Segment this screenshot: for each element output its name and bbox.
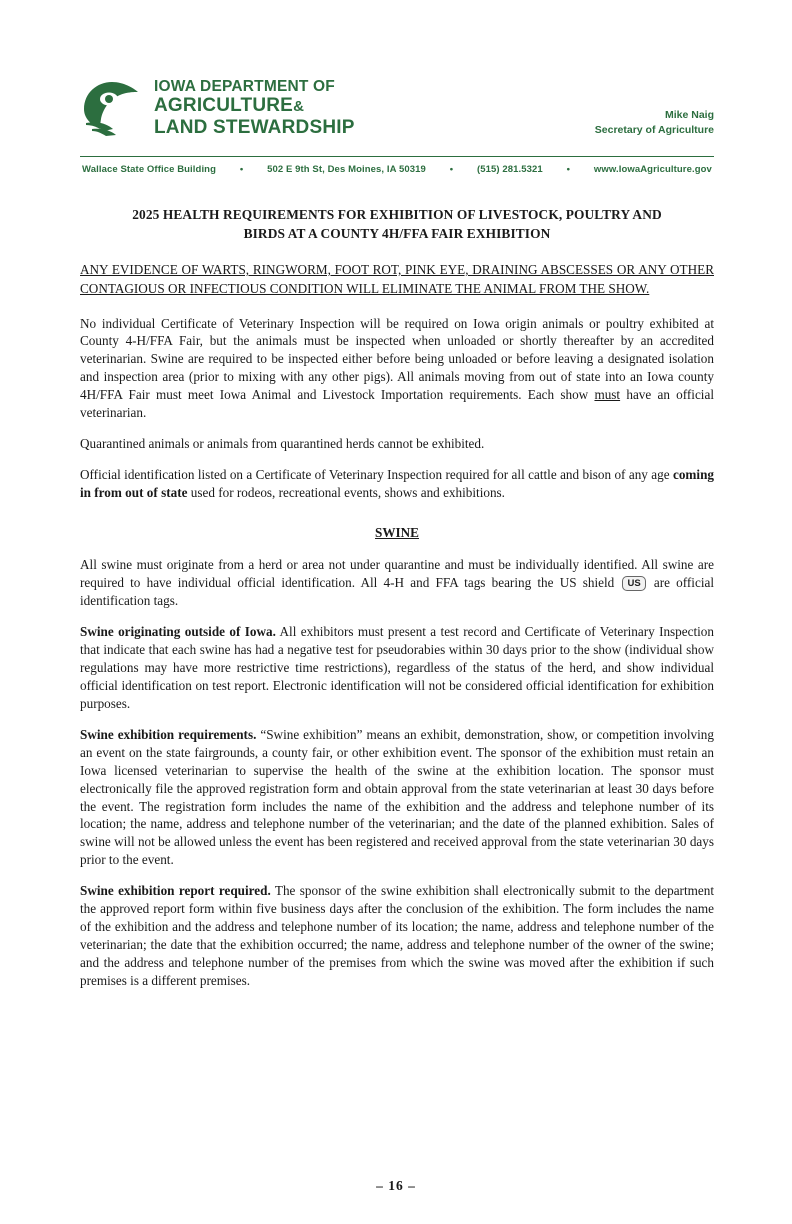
- page-title-line-2: BIRDS AT A COUNTY 4H/FFA FAIR EXHIBITION: [243, 226, 551, 242]
- document-body: [80, 205, 714, 990]
- separator-dot-1: •: [239, 164, 244, 175]
- agency-name-line-2: AGRICULTURE&: [154, 95, 305, 117]
- paragraph-1-part-b: have an official veterinarian.: [80, 387, 714, 421]
- paragraph-1-part-a: No individual Certificate of Veterinary Inspection will be required on Iowa origin animals or poultry exhibited at County 4-H/FFA Fair, but the animals must be inspected when unloaded or shortly thereafter by an accredited veterinarian. Swine are required to be inspected either before being unloaded or before leaving a designated isolation and inspection area (prior to mixing with any other pigs). All animals moving from out of state into an Iowa county 4H/FFA Fair must meet Iowa Animal and Livestock Importation requirements. Each show: [80, 315, 714, 403]
- contact-phone: (515) 281.5321: [476, 164, 543, 175]
- agency-name-line-1: IOWA DEPARTMENT OF: [154, 78, 335, 95]
- contact-street: 502 E 9th St, Des Moines, IA 50319: [267, 164, 426, 175]
- official-name: Mike Naig: [664, 109, 714, 121]
- contact-website[interactable]: www.IowaAgriculture.gov: [593, 164, 712, 175]
- lead-in-swine-exhibition-requirements: Swine exhibition requirements.: [80, 726, 257, 742]
- emphasis-out-of-state: coming in from out of state: [80, 467, 714, 501]
- swine-para-part-a: All swine must originate from a herd or area not under quarantine and must be individually identified. All swine are required to have individual official identification. All 4-H and FFA tags bearing the US shield: [80, 557, 714, 591]
- us-shield-icon: US: [622, 576, 645, 591]
- page-title: [80, 205, 714, 243]
- page-content: [80, 78, 714, 1003]
- swine-outside-iowa-text: All exhibitors must present a test record and Certificate of Veterinary Inspection that indicate that each swine has had a negative test for pseudorabies within 30 days prior to the show (individual show regulations may have more restrictive time restrictions), regardless of the status of the herd, and show individual official identification on test report. Electronic identification will not be considered official identification for exhibition purposes.: [80, 623, 714, 711]
- swine-exhibition-report-text: The sponsor of the swine exhibition shall electronically submit to the department the approved report form within five business days after the conclusion of the exhibition. The form includes the name of the exhibition and the address and telephone number of its location; the name, address and telephone number of the veterinarian; the date that the exhibition occurred; the name, address and telephone number of the owner of the swine; and the address and telephone number of the premises from which the swine was moved after the exhibition if such premises is a different premises.: [80, 883, 714, 989]
- paragraph-certificate-requirements: [80, 315, 714, 423]
- emphasis-must: must: [594, 387, 621, 403]
- contact-bar: [80, 157, 714, 175]
- agency-name: [154, 78, 355, 138]
- ampersand: &: [293, 98, 305, 116]
- paragraph-3-part-b: used for rodeos, recreational events, shows and exhibitions.: [187, 485, 505, 501]
- paragraph-3-part-a: Official identification listed on a Certificate of Veterinary Inspection required for all cattle and bison of any age: [80, 467, 673, 483]
- separator-dot-3: •: [566, 164, 571, 175]
- iowa-agriculture-logo-icon: [80, 79, 142, 137]
- paragraph-official-identification: [80, 466, 714, 502]
- official-signature-block: [595, 108, 714, 138]
- warning-statement: ANY EVIDENCE OF WARTS, RINGWORM, FOOT ROT, PINK EYE, DRAINING ABSCESSES OR ANY OTHER CONTAGIOUS OR INFECTIOUS CONDITION WILL ELIMINATE THE ANIMAL FROM THE SHOW.: [80, 262, 714, 296]
- paragraph-swine-outside-iowa: [80, 623, 714, 713]
- paragraph-swine-exhibition-requirements: [80, 726, 714, 870]
- agency-brand: [80, 78, 355, 138]
- paragraph-swine-exhibition-report: [80, 882, 714, 990]
- lead-in-swine-exhibition-report: Swine exhibition report required.: [80, 883, 271, 899]
- swine-exhibition-requirements-text: “Swine exhibition” means an exhibit, demonstration, show, or competition involving an event on the state fairgrounds, a county fair, or other exhibition event. The sponsor of the exhibition must retain an Iowa licensed veterinarian to supervise the health of the swine at the exhibition location. The sponsor must electronically file the approved registration form and obtain approval from the state veterinarian at least 30 days before the event. The registration form includes the name of the exhibition and the address and telephone number of its location; the name, address and telephone number of the veterinarian; and the date of the planned exhibition. Sales of swine will not be allowed unless the event has been registered and received approval from the state veterinarian 30 days prior to the event.: [80, 726, 714, 868]
- page-title-line-1: 2025 HEALTH REQUIREMENTS FOR EXHIBITION OF LIVESTOCK, POULTRY AND: [132, 207, 662, 222]
- section-heading-swine: SWINE: [375, 525, 419, 541]
- lead-in-swine-outside-iowa: Swine originating outside of Iowa.: [80, 623, 276, 639]
- swine-para-part-b: are official identification tags.: [80, 575, 714, 608]
- contact-building: Wallace State Office Building: [82, 164, 216, 175]
- page-number: – 16 –: [376, 1178, 416, 1193]
- paragraph-swine-identification: [80, 556, 714, 610]
- official-title: Secretary of Agriculture: [594, 124, 714, 137]
- agency-name-line-3: LAND STEWARDSHIP: [154, 116, 355, 138]
- separator-dot-2: •: [449, 164, 454, 175]
- letterhead: [80, 78, 714, 150]
- paragraph-quarantine: Quarantined animals or animals from quarantined herds cannot be exhibited.: [80, 436, 485, 452]
